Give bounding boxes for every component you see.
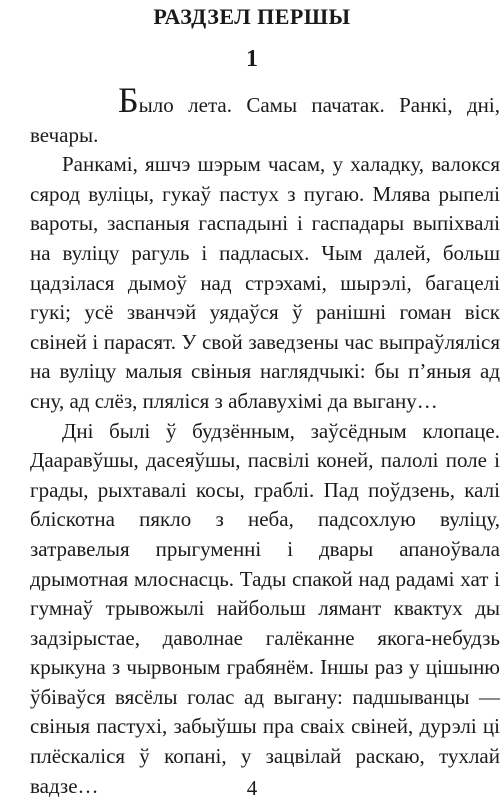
- paragraph-1: [30, 80, 500, 150]
- chapter-number: 1: [246, 46, 258, 72]
- body-text: [30, 80, 500, 801]
- paragraph-2: Ранкамі, яшчэ шэрым часам, у халадку, валокся сярод вуліцы, гукаў пастух з пугаю. Млява рыпелі вароты, заспаныя гаспадыні і гаспадары выпіхвалі на вуліцу рагуль і падласых. Чым далей, больш цадзілася дымоў над стрэхамі, шырэлі, багацелі гукі; усё званчэй уядаўся ў ранішні гоман віск свіней і парасят. У свой заведзены час выпраўляліся на вуліцу малыя свіныя наглядчыкі: бы п’яныя ад сну, ад слёз, пляліся з аблавухімі да выгану…: [30, 152, 500, 413]
- page-number: 4: [246, 776, 258, 800]
- section-title: РАЗДЗЕЛ ПЕРШЫ: [153, 4, 351, 29]
- paragraph-3: Дні былі ў будзённым, заўсёдным клопаце. Дааравўшы, дасеяўшы, пасвілі коней, палолі поле і грады, рыхтавалі косы, граблі. Пад поўдзень, калі бліскотна пякло з неба, падсохлую вуліцу, затравелыя прыгуменні і двары апаноўвала дрымотная млоснасць. Тады спакой над радамі хат і гумнаў трывожылі найбольш лямант квактух ды задзірыстае, даволнае галёканне якога-небудзь крыкуна з чырвоным грабянём. Іншы раз у цішыню ўбіваўся вясёлы голас ад выгану: падшыванцы — свіныя пастухі, забыўшы пра сваіх свіней, дурэлі ці плёскаліся ў копані, у зацвілай раскаю, тухлай вадзе…: [30, 418, 500, 798]
- paragraph-1-text: ыло лета. Самы пачатак. Ранкі, дні, вечары.: [30, 93, 500, 147]
- drop-cap: Б: [118, 80, 139, 120]
